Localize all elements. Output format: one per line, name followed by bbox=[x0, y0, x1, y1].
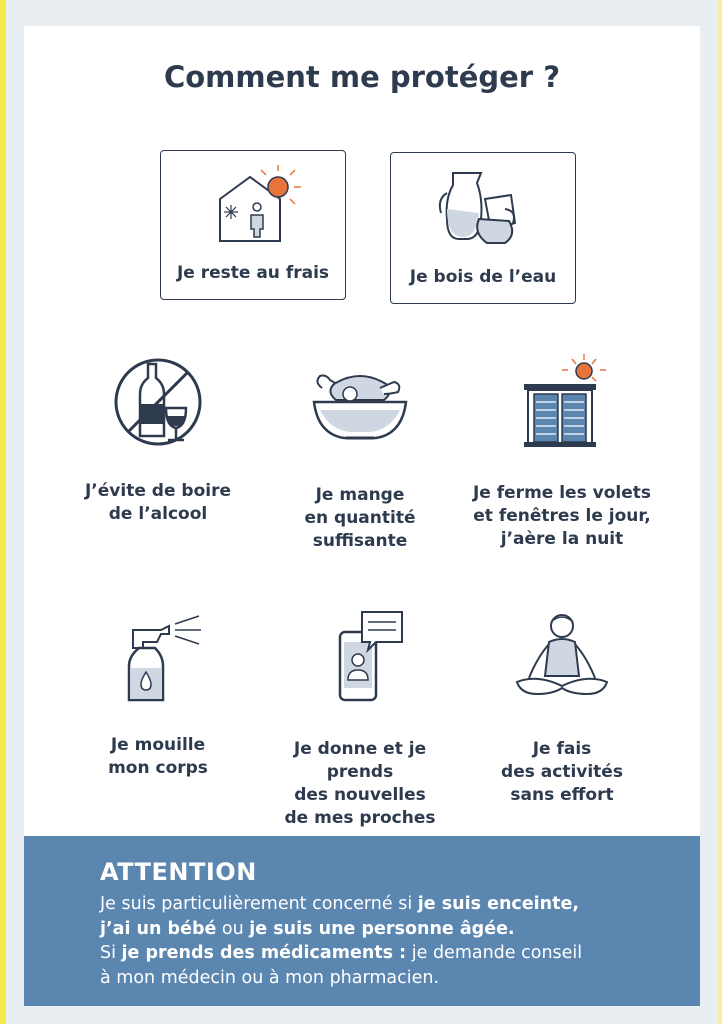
tip-eat-enough bbox=[260, 362, 460, 553]
tip-wet-body bbox=[58, 608, 258, 780]
tip-box-drink-water bbox=[390, 152, 576, 304]
left-edge bbox=[0, 0, 6, 1024]
tip-avoid-alcohol bbox=[58, 354, 258, 526]
right-edge bbox=[718, 0, 722, 1024]
tip-close-shutters bbox=[462, 354, 662, 551]
tip-label: J’évite de boire de l’alcool bbox=[84, 481, 231, 524]
tip-label: Je ferme les volets et fenêtres le jour, j’aère la nuit bbox=[472, 483, 651, 549]
water-jug-icon bbox=[433, 159, 533, 249]
tip-label: Je donne et je prends des nouvelles de mes proches bbox=[284, 739, 436, 828]
tip-label: Je bois de l’eau bbox=[409, 267, 557, 287]
tip-label: Je fais des activités sans effort bbox=[501, 739, 623, 805]
tip-label: Je reste au frais bbox=[176, 263, 330, 283]
attention-text: Je suis particulièrement concerné si je suis enceinte, j’ai un bébé ou je suis une personne âgée. Si je prends des médicaments : je demande conseil à mon médecin ou à mon pharmacien. bbox=[100, 894, 583, 988]
meditation-icon bbox=[507, 608, 617, 704]
food-bowl-icon bbox=[310, 362, 410, 448]
tip-box-stay-cool bbox=[160, 150, 346, 300]
shutters-sun-icon bbox=[512, 354, 612, 450]
attention-title: ATTENTION bbox=[100, 858, 257, 886]
attention-banner bbox=[24, 836, 700, 1006]
house-sun-icon bbox=[205, 159, 305, 249]
tip-keep-in-touch bbox=[260, 608, 460, 830]
phone-message-icon bbox=[310, 608, 410, 704]
flyer-sheet bbox=[24, 26, 700, 1006]
tip-label: Je mouille mon corps bbox=[108, 735, 208, 778]
tip-label: Je mange en quantité suffisante bbox=[304, 485, 416, 551]
no-alcohol-icon bbox=[110, 354, 206, 450]
tip-gentle-activity bbox=[462, 608, 662, 807]
spray-bottle-icon bbox=[103, 608, 213, 704]
page-title: Comment me protéger ? bbox=[163, 60, 561, 94]
